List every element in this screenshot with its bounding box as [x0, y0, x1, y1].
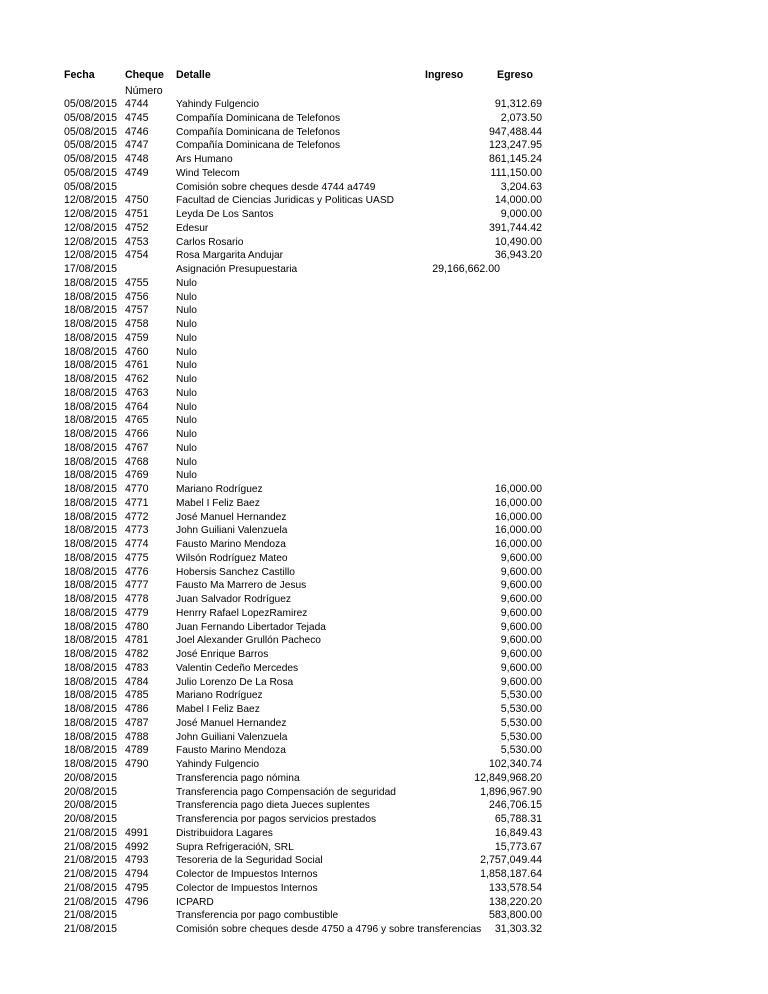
table-row: [0, 511, 768, 525]
table-row: [0, 538, 768, 552]
cell-detalle: John Guiliani Valenzuela: [176, 731, 288, 743]
cell-fecha: 18/08/2015: [64, 689, 118, 702]
cell-detalle: Nulo: [176, 415, 197, 427]
cell-egreso: 947,488.44: [488, 125, 542, 138]
cell-cheque: 4746: [125, 125, 149, 138]
cell-cheque: 4766: [125, 428, 149, 440]
cell-egreso: 10,490.00: [494, 235, 542, 248]
cell-egreso: 31,303.32: [494, 923, 542, 935]
cell-detalle: Mariano Rodríguez: [176, 690, 263, 702]
cell-fecha: 18/08/2015: [64, 648, 118, 660]
table-row: [0, 634, 768, 648]
cell-cheque: 4747: [125, 139, 149, 152]
cell-fecha: 18/08/2015: [64, 373, 118, 385]
cell-egreso: 16,000.00: [494, 538, 542, 550]
table-row: [0, 689, 768, 703]
cell-fecha: 18/08/2015: [64, 579, 118, 592]
table-row: [0, 469, 768, 483]
cell-ingreso: 29,166,662.00: [432, 263, 500, 275]
cell-egreso: 16,849.43: [494, 826, 542, 839]
cell-egreso: 16,000.00: [494, 483, 542, 495]
cell-detalle: Nulo: [176, 305, 197, 317]
cell-fecha: 20/08/2015: [64, 771, 118, 784]
cell-fecha: 20/08/2015: [64, 799, 118, 812]
cell-detalle: José Manuel Hernandez: [176, 511, 287, 523]
cell-egreso: 5,530.00: [500, 744, 542, 757]
table-row: [0, 497, 768, 511]
cell-detalle: José Enrique Barros: [176, 649, 269, 660]
cell-fecha: 18/08/2015: [64, 538, 118, 550]
cell-egreso: 111,150.00: [490, 166, 542, 179]
cell-cheque: 4774: [125, 538, 149, 550]
table-row: [0, 524, 768, 538]
cell-fecha: 17/08/2015: [64, 263, 118, 275]
table-row: [0, 112, 768, 126]
cell-cheque: 4991: [125, 826, 149, 839]
cell-fecha: 18/08/2015: [64, 634, 118, 647]
cell-cheque: 4762: [125, 373, 149, 385]
cell-detalle: Nulo: [176, 277, 197, 289]
cell-egreso: 9,600.00: [500, 675, 542, 688]
cell-cheque: 4763: [125, 386, 149, 399]
cell-cheque: 4748: [125, 153, 149, 165]
cell-fecha: 20/08/2015: [64, 785, 118, 798]
cell-fecha: 18/08/2015: [64, 620, 118, 633]
cell-detalle: Nulo: [176, 387, 197, 399]
cell-detalle: Nulo: [176, 319, 197, 330]
cell-fecha: 18/08/2015: [64, 400, 118, 413]
cell-fecha: 18/08/2015: [64, 675, 118, 688]
cell-egreso: 391,744.42: [488, 221, 542, 234]
cell-fecha: 18/08/2015: [64, 318, 118, 330]
table-row: [0, 181, 768, 195]
cell-detalle: José Manuel Hernandez: [176, 717, 287, 729]
cell-detalle: Comisión sobre cheques desde 4744 a4749: [176, 181, 376, 193]
cell-fecha: 18/08/2015: [64, 510, 118, 523]
table-row: [0, 332, 768, 346]
table-row: [0, 139, 768, 153]
cell-fecha: 21/08/2015: [64, 923, 118, 935]
cell-fecha: 18/08/2015: [64, 345, 118, 358]
cell-fecha: 21/08/2015: [64, 909, 118, 922]
cell-egreso: 36,943.20: [494, 249, 542, 262]
cell-egreso: 133,578.54: [488, 881, 542, 894]
cell-detalle: Transferencia pago Compensación de seguridad: [176, 786, 396, 798]
table-row: [0, 442, 768, 456]
cell-egreso: 123,247.95: [488, 139, 542, 152]
header-egreso: Egreso: [497, 69, 533, 81]
cell-detalle: Juan Fernando Libertador Tejada: [176, 621, 326, 633]
cell-fecha: 05/08/2015: [64, 111, 118, 124]
cell-fecha: 18/08/2015: [64, 661, 118, 674]
cell-detalle: Nulo: [176, 470, 197, 482]
cell-detalle: Transferencia por pagos servicios prestados: [176, 814, 377, 825]
cell-fecha: 18/08/2015: [64, 606, 118, 619]
cell-cheque: 4779: [125, 606, 149, 619]
cell-fecha: 05/08/2015: [64, 139, 118, 152]
cell-fecha: 18/08/2015: [64, 331, 118, 344]
cell-cheque: 4749: [125, 166, 149, 179]
table-row: [0, 827, 768, 841]
cell-fecha: 21/08/2015: [64, 840, 118, 853]
cell-detalle: Juan Salvador Rodríguez: [176, 594, 291, 605]
cell-cheque: 4784: [125, 675, 149, 688]
cell-egreso: 16,000.00: [494, 510, 542, 523]
table-row: [0, 346, 768, 360]
cell-fecha: 05/08/2015: [64, 125, 118, 138]
cell-fecha: 18/08/2015: [64, 483, 118, 495]
cell-cheque: 4773: [125, 524, 149, 537]
cell-egreso: 9,600.00: [500, 551, 542, 564]
cell-fecha: 05/08/2015: [64, 166, 118, 179]
table-row: [0, 401, 768, 415]
cell-cheque: 4750: [125, 194, 149, 207]
table-row: [0, 414, 768, 428]
cell-fecha: 21/08/2015: [64, 895, 118, 908]
cell-detalle: Ars Humano: [176, 154, 233, 165]
table-row: [0, 703, 768, 717]
cell-detalle: Yahindy Fulgencio: [176, 99, 260, 110]
cell-detalle: Transferencia pago nómina: [176, 772, 300, 784]
cell-cheque: 4767: [125, 441, 149, 454]
cell-egreso: 16,000.00: [494, 524, 542, 537]
cell-fecha: 18/08/2015: [64, 469, 118, 482]
cell-detalle: Nulo: [176, 456, 197, 468]
cell-detalle: Leyda De Los Santos: [176, 209, 274, 220]
cell-fecha: 18/08/2015: [64, 496, 118, 509]
cell-cheque: 4768: [125, 455, 149, 468]
cell-detalle: Nulo: [176, 401, 197, 413]
table-body: [0, 98, 768, 937]
cell-egreso: 14,000.00: [494, 194, 542, 207]
table-row: [0, 153, 768, 167]
cell-egreso: 9,600.00: [500, 661, 542, 674]
cell-cheque: 4776: [125, 565, 149, 578]
table-row: [0, 552, 768, 566]
cell-fecha: 18/08/2015: [64, 593, 118, 605]
cell-egreso: 9,600.00: [500, 593, 542, 605]
table-header: [0, 67, 768, 84]
cell-cheque: 4756: [125, 290, 149, 303]
table-row: [0, 676, 768, 690]
cell-cheque: 4794: [125, 868, 149, 880]
cell-egreso: 9,600.00: [500, 579, 542, 592]
cell-egreso: 5,530.00: [500, 730, 542, 743]
cell-fecha: 18/08/2015: [64, 428, 118, 440]
cell-detalle: Mabel I Feliz Baez: [176, 497, 260, 509]
cell-detalle: Tesoreria de la Seguridad Social: [176, 855, 323, 867]
cell-fecha: 18/08/2015: [64, 359, 118, 372]
cell-detalle: Hobersis Sanchez Castillo: [176, 566, 295, 578]
cell-fecha: 05/08/2015: [64, 180, 118, 193]
cell-fecha: 18/08/2015: [64, 565, 118, 578]
table-row: [0, 607, 768, 621]
table-row: [0, 854, 768, 868]
cell-detalle: Julio Lorenzo De La Rosa: [176, 676, 294, 688]
cell-detalle: Mabel I Feliz Baez: [176, 704, 260, 715]
cell-cheque: 4758: [125, 318, 149, 330]
cell-egreso: 1,896,967.90: [480, 785, 542, 798]
cell-egreso: 2,073.50: [500, 111, 542, 124]
cell-cheque: 4754: [125, 249, 149, 262]
cell-egreso: 138,220.20: [488, 895, 542, 908]
cell-fecha: 18/08/2015: [64, 290, 118, 303]
cell-cheque: 4769: [125, 469, 149, 482]
table-row: [0, 236, 768, 250]
cell-fecha: 12/08/2015: [64, 194, 118, 207]
cell-fecha: 05/08/2015: [64, 153, 118, 165]
cell-detalle: Supra RefrigeracióN, SRL: [176, 841, 294, 853]
table-row: [0, 98, 768, 112]
cell-fecha: 18/08/2015: [64, 730, 118, 743]
cell-fecha: 21/08/2015: [64, 868, 118, 880]
table-row: [0, 799, 768, 813]
cell-detalle: John Guiliani Valenzuela: [176, 525, 288, 537]
cell-egreso: 9,600.00: [500, 565, 542, 578]
cell-cheque: 4783: [125, 661, 149, 674]
table-row: [0, 277, 768, 291]
header-detalle: Detalle: [176, 69, 211, 81]
table-row: [0, 428, 768, 442]
cell-fecha: 18/08/2015: [64, 758, 118, 770]
table-row: [0, 813, 768, 827]
cell-detalle: Rosa Margarita Andujar: [176, 250, 284, 262]
cell-detalle: Facultad de Ciencias Juridicas y Politicas UASD: [176, 195, 394, 207]
table-row: [0, 291, 768, 305]
table-row: [0, 758, 768, 772]
cell-fecha: 18/08/2015: [64, 304, 118, 317]
cell-detalle: Fausto Marino Mendoza: [176, 539, 286, 550]
cell-cheque: 4775: [125, 551, 149, 564]
cell-cheque: 4781: [125, 634, 149, 647]
header-fecha: Fecha: [64, 69, 95, 81]
cell-detalle: Valentin Cedeño Mercedes: [176, 662, 299, 674]
table-row: [0, 263, 768, 277]
cell-cheque: 4753: [125, 235, 149, 248]
cell-egreso: 246,706.15: [488, 799, 542, 812]
table-row: [0, 744, 768, 758]
cell-detalle: Asignación Presupuestaria: [176, 264, 298, 275]
table-row: [0, 786, 768, 800]
cell-egreso: 9,600.00: [500, 606, 542, 619]
cell-egreso: 9,600.00: [500, 648, 542, 660]
cell-detalle: Nulo: [176, 442, 197, 454]
cell-cheque: 4789: [125, 744, 149, 757]
cell-cheque: 4777: [125, 579, 149, 592]
cell-detalle: Distribuidora Lagares: [176, 827, 273, 839]
header-ingreso: Ingreso: [425, 69, 464, 81]
cell-detalle: Compañía Dominicana de Telefonos: [176, 112, 341, 124]
header-cheque-numero: Número: [125, 85, 163, 97]
cell-cheque: 4992: [125, 840, 149, 853]
cell-cheque: 4745: [125, 111, 149, 124]
cell-detalle: Edesur: [176, 222, 209, 234]
table-row: [0, 593, 768, 607]
cell-cheque: 4785: [125, 689, 149, 702]
cell-egreso: 5,530.00: [500, 716, 542, 729]
cell-detalle: Nulo: [176, 346, 197, 358]
cell-detalle: Joel Alexander Grullón Pacheco: [176, 635, 321, 647]
cell-detalle: Wilsón Rodríguez Mateo: [176, 552, 288, 564]
cell-fecha: 18/08/2015: [64, 744, 118, 757]
table-row: [0, 731, 768, 745]
table-row: [0, 249, 768, 263]
cell-cheque: 4786: [125, 703, 149, 715]
cell-detalle: ICPARD: [176, 896, 214, 908]
table-row: [0, 387, 768, 401]
table-row: [0, 909, 768, 923]
cell-fecha: 18/08/2015: [64, 703, 118, 715]
table-row: [0, 483, 768, 497]
cell-detalle: Nulo: [176, 291, 197, 303]
cell-fecha: 12/08/2015: [64, 249, 118, 262]
cell-detalle: Comisión sobre cheques desde 4750 a 4796 y sobre transferencias: [176, 924, 482, 935]
cell-cheque: 4790: [125, 758, 149, 770]
cell-egreso: 12,849,968.20: [474, 771, 542, 784]
cell-detalle: Nulo: [176, 374, 197, 385]
cell-cheque: 4751: [125, 208, 149, 220]
table-row: [0, 841, 768, 855]
cell-fecha: 21/08/2015: [64, 854, 118, 867]
cell-fecha: 21/08/2015: [64, 881, 118, 894]
cell-egreso: 9,600.00: [500, 634, 542, 647]
table-row: [0, 318, 768, 332]
transactions-table: [0, 67, 768, 937]
cell-egreso: 102,340.74: [488, 758, 542, 770]
cell-detalle: Colector de Impuestos Internos: [176, 869, 318, 880]
cell-cheque: 4772: [125, 510, 149, 523]
cell-cheque: 4771: [125, 496, 149, 509]
cell-detalle: Nulo: [176, 429, 197, 440]
table-row: [0, 621, 768, 635]
table-row: [0, 304, 768, 318]
table-row: [0, 923, 768, 937]
cell-detalle: Yahindy Fulgencio: [176, 759, 260, 770]
cell-egreso: 2,757,049.44: [480, 854, 542, 867]
cell-egreso: 3,204.63: [500, 180, 542, 193]
table-row: [0, 208, 768, 222]
cell-fecha: 12/08/2015: [64, 221, 118, 234]
cell-cheque: 4778: [125, 593, 149, 605]
table-row: [0, 579, 768, 593]
table-row: [0, 896, 768, 910]
cell-cheque: 4765: [125, 414, 149, 427]
cell-cheque: 4760: [125, 345, 149, 358]
cell-fecha: 12/08/2015: [64, 208, 118, 220]
cell-cheque: 4793: [125, 854, 149, 867]
cell-fecha: 20/08/2015: [64, 813, 118, 825]
cell-cheque: 4744: [125, 98, 149, 110]
table-row: [0, 373, 768, 387]
cell-cheque: 4752: [125, 221, 149, 234]
table-row: [0, 194, 768, 208]
table-row: [0, 772, 768, 786]
cell-detalle: Wind Telecom: [176, 167, 240, 179]
cell-cheque: 4788: [125, 730, 149, 743]
cell-cheque: 4764: [125, 400, 149, 413]
cell-cheque: 4755: [125, 276, 149, 289]
cell-fecha: 18/08/2015: [64, 386, 118, 399]
cell-fecha: 18/08/2015: [64, 716, 118, 729]
table-row: [0, 662, 768, 676]
table-subheader: [0, 84, 768, 98]
cell-fecha: 18/08/2015: [64, 524, 118, 537]
cell-detalle: Mariano Rodríguez: [176, 484, 263, 495]
cell-cheque: 4796: [125, 895, 149, 908]
cell-detalle: Compañía Dominicana de Telefonos: [176, 126, 341, 138]
cell-detalle: Colector de Impuestos Internos: [176, 882, 318, 894]
cell-fecha: 12/08/2015: [64, 235, 118, 248]
cell-egreso: 1,858,187.64: [480, 868, 542, 880]
header-cheque: Cheque: [125, 69, 164, 81]
cell-fecha: 18/08/2015: [64, 276, 118, 289]
cell-fecha: 21/08/2015: [64, 826, 118, 839]
cell-egreso: 65,788.31: [494, 813, 542, 825]
cell-cheque: 4761: [125, 359, 149, 372]
cell-cheque: 4780: [125, 620, 149, 633]
cell-egreso: 91,312.69: [494, 98, 542, 110]
table-row: [0, 222, 768, 236]
cell-egreso: 861,145.24: [488, 153, 542, 165]
cell-detalle: Transferencia por pago combustible: [176, 910, 339, 922]
table-row: [0, 456, 768, 470]
cell-fecha: 18/08/2015: [64, 441, 118, 454]
table-row: [0, 882, 768, 896]
table-row: [0, 126, 768, 140]
cell-fecha: 05/08/2015: [64, 98, 118, 110]
cell-egreso: 16,000.00: [494, 496, 542, 509]
cell-cheque: 4787: [125, 716, 149, 729]
cell-detalle: Fausto Marino Mendoza: [176, 745, 286, 757]
table-row: [0, 868, 768, 882]
cell-egreso: 5,530.00: [500, 703, 542, 715]
cell-detalle: Nulo: [176, 332, 197, 344]
cell-fecha: 18/08/2015: [64, 414, 118, 427]
cell-detalle: Compañía Dominicana de Telefonos: [176, 140, 341, 152]
table-row: [0, 359, 768, 373]
cell-egreso: 15,773.67: [494, 840, 542, 853]
table-row: [0, 167, 768, 181]
cell-egreso: 9,000.00: [500, 208, 542, 220]
cell-egreso: 5,530.00: [500, 689, 542, 702]
table-row: [0, 648, 768, 662]
cell-cheque: 4759: [125, 331, 149, 344]
cell-cheque: 4757: [125, 304, 149, 317]
cell-egreso: 9,600.00: [500, 620, 542, 633]
table-row: [0, 717, 768, 731]
cell-fecha: 18/08/2015: [64, 551, 118, 564]
cell-detalle: Carlos Rosario: [176, 236, 244, 248]
cell-egreso: 583,800.00: [488, 909, 542, 922]
cell-fecha: 18/08/2015: [64, 455, 118, 468]
cell-detalle: Transferencia pago dieta Jueces suplentes: [176, 800, 370, 812]
cell-detalle: Fausto Ma Marrero de Jesus: [176, 580, 307, 592]
cell-cheque: 4782: [125, 648, 149, 660]
cell-detalle: Henrry Rafael LopezRamirez: [176, 607, 308, 619]
cell-cheque: 4795: [125, 881, 149, 894]
cell-cheque: 4770: [125, 483, 149, 495]
cell-detalle: Nulo: [176, 360, 197, 372]
table-row: [0, 566, 768, 580]
